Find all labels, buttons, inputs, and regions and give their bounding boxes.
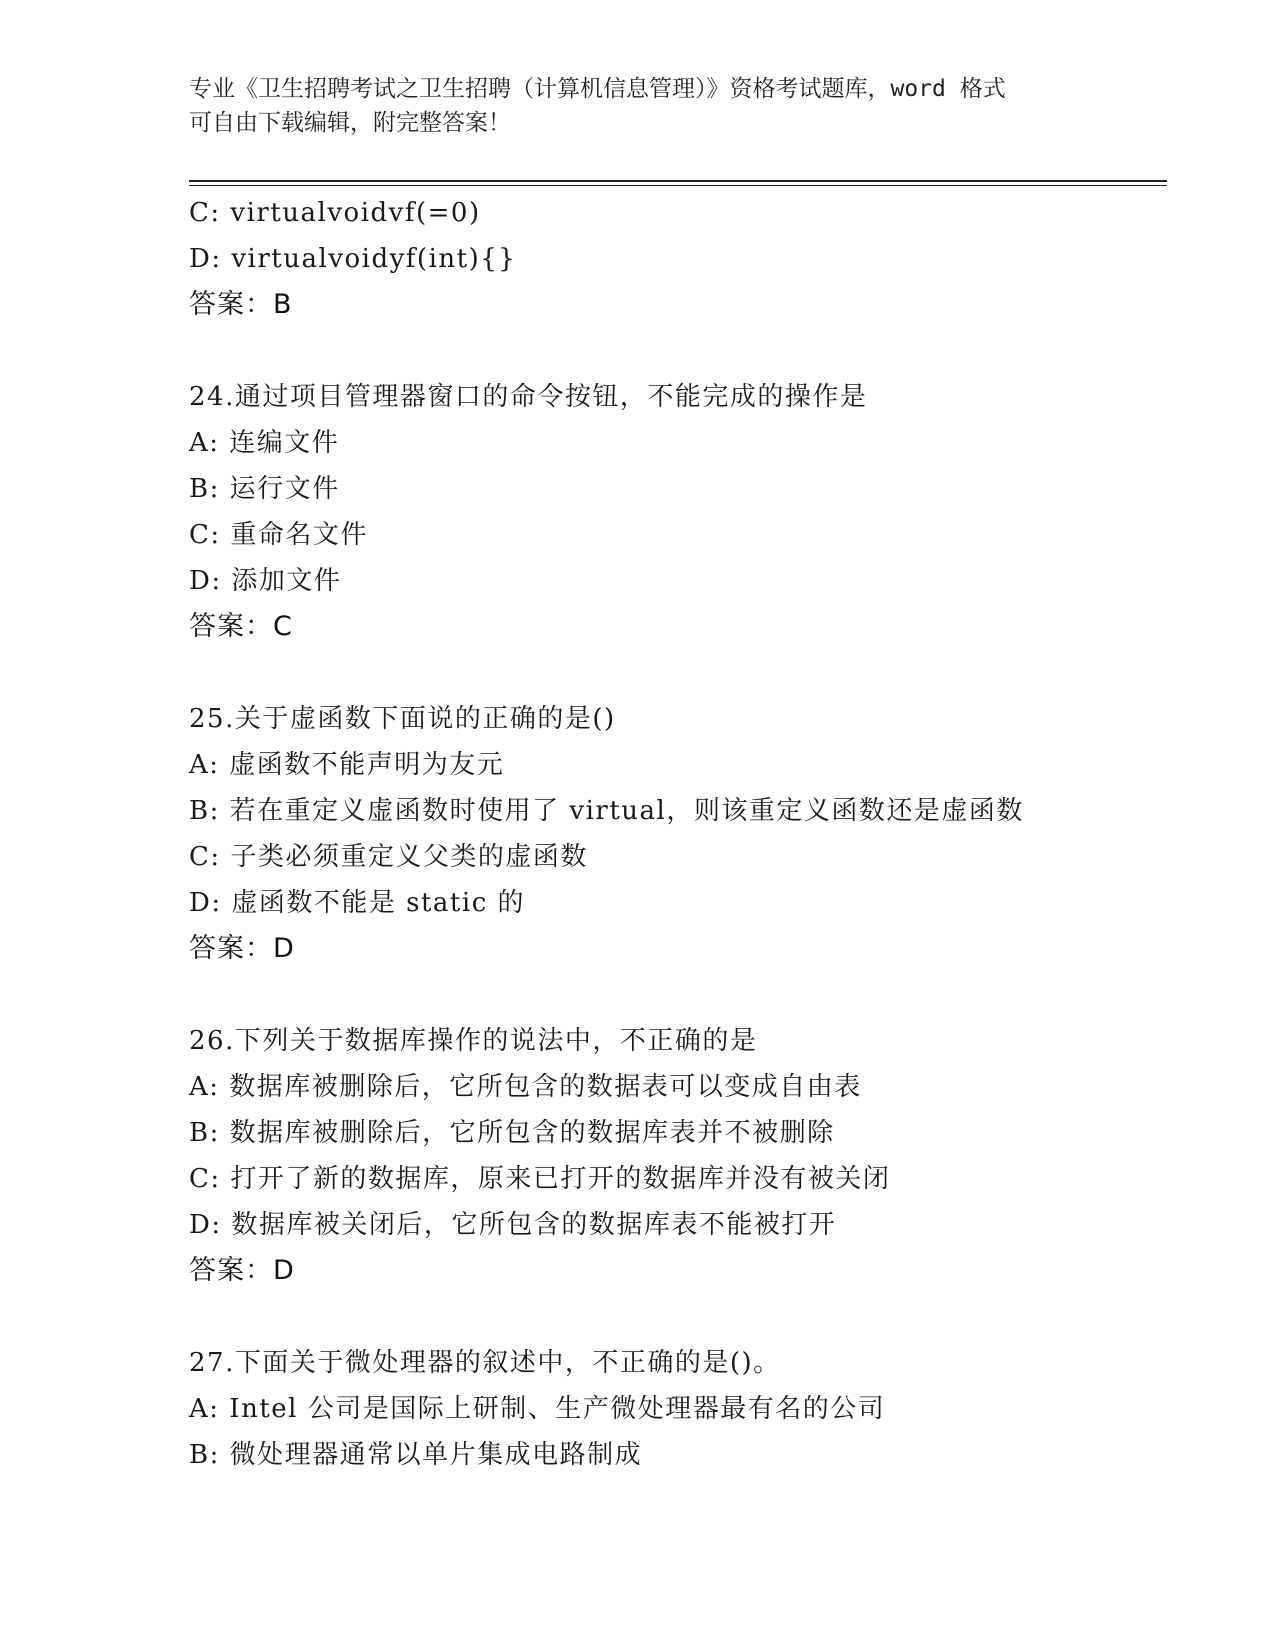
question-27 [189, 1340, 1149, 1478]
answer-line: 答案：C [189, 611, 293, 642]
question-carryover [189, 190, 1149, 328]
option-c: C: 打开了新的数据库，原来已打开的数据库并没有被关闭 [189, 1164, 891, 1194]
option-b: B: 数据库被删除后，它所包含的数据库表并不被删除 [189, 1118, 835, 1148]
option-c: C: 子类必须重定义父类的虚函数 [189, 842, 588, 872]
option-a: A: 连编文件 [189, 428, 340, 458]
header-divider-thick [189, 180, 1167, 182]
question-24 [189, 374, 1149, 650]
option-a: A: 虚函数不能声明为友元 [189, 750, 505, 780]
option-c: C: virtualvoidvf(=0) [189, 198, 481, 228]
option-b: B: 运行文件 [189, 474, 340, 504]
spacer [189, 328, 1149, 374]
question-25 [189, 696, 1149, 972]
option-a: A: 数据库被删除后，它所包含的数据表可以变成自由表 [189, 1072, 862, 1102]
option-d: D: 虚函数不能是 static 的 [189, 888, 526, 918]
spacer [189, 650, 1149, 696]
option-d: D: 添加文件 [189, 566, 342, 596]
option-a: A: Intel 公司是国际上研制、生产微处理器最有名的公司 [189, 1394, 886, 1424]
answer-line: 答案：D [189, 933, 295, 964]
answer-line: 答案：B [189, 289, 293, 320]
question-26 [189, 1018, 1149, 1294]
option-c: C: 重命名文件 [189, 520, 368, 550]
spacer [189, 972, 1149, 1018]
document-header [189, 72, 1089, 140]
option-d: D: 数据库被关闭后，它所包含的数据库表不能被打开 [189, 1210, 837, 1240]
answer-line: 答案：D [189, 1255, 295, 1286]
header-line-2: 可自由下载编辑，附完整答案！ [189, 110, 511, 136]
question-stem: 26.下列关于数据库操作的说法中，不正确的是 [189, 1026, 758, 1056]
option-b: B: 微处理器通常以单片集成电路制成 [189, 1440, 643, 1470]
header-divider-thin [189, 185, 1167, 186]
header-line-1: 专业《卫生招聘考试之卫生招聘（计算机信息管理）》资格考试题库，word 格式 [189, 76, 1006, 102]
question-stem: 24.通过项目管理器窗口的命令按钮，不能完成的操作是 [189, 382, 868, 412]
question-stem: 27.下面关于微处理器的叙述中，不正确的是()。 [189, 1348, 781, 1378]
option-d: D: virtualvoidyf(int){} [189, 244, 517, 274]
question-list [189, 190, 1149, 1478]
question-stem: 25.关于虚函数下面说的正确的是() [189, 704, 616, 734]
option-b: B: 若在重定义虚函数时使用了 virtual，则该重定义函数还是虚函数 [189, 796, 1024, 826]
spacer [189, 1294, 1149, 1340]
